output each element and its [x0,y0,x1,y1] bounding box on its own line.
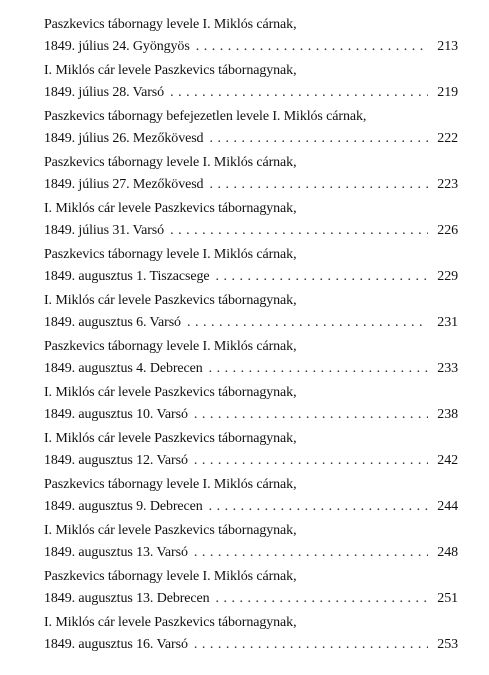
dot-leader [170,84,428,102]
toc-entry-detail [44,268,458,286]
toc-entry[interactable] [44,246,458,292]
toc-entry[interactable] [44,108,458,154]
toc-entry-title: I. Miklós cár levele Paszkevics tábornagynak, [44,63,297,78]
toc-entry-page-number: 229 [437,269,458,284]
dot-leader [209,130,428,148]
toc-entry-detail [44,38,458,56]
dot-leader [209,176,428,194]
toc-entry[interactable] [44,62,458,108]
toc-entry-page-number: 253 [437,637,458,652]
toc-entry[interactable] [44,522,458,568]
toc-entry-title: I. Miklós cár levele Paszkevics tábornagynak, [44,615,297,630]
toc-entry-date-place: 1849. augusztus 13. Debrecen [44,591,210,606]
toc-entry[interactable] [44,568,458,614]
toc-entry-page-number: 213 [437,39,458,54]
dot-leader [209,360,428,378]
toc-entry[interactable] [44,430,458,476]
toc-entry-detail [44,176,458,194]
toc-entry[interactable] [44,154,458,200]
toc-entry[interactable] [44,338,458,384]
toc-entry-title: Paszkevics tábornagy befejezetlen levele I. Miklós cárnak, [44,109,367,124]
toc-entry-detail [44,590,458,608]
toc-entry-detail [44,130,458,148]
toc-entry-page-number: 226 [437,223,458,238]
dot-leader [194,636,428,654]
toc-entry-date-place: 1849. július 26. Mezőkövesd [44,131,204,146]
toc-entry-date-place: 1849. augusztus 16. Varsó [44,637,188,652]
toc-entry-title: Paszkevics tábornagy levele I. Miklós cárnak, [44,339,297,354]
toc-entry-page-number: 219 [437,85,458,100]
toc-entry-detail [44,360,458,378]
toc-entry[interactable] [44,614,458,660]
toc-entry-title: I. Miklós cár levele Paszkevics tábornagynak, [44,385,297,400]
toc-entry-date-place: 1849. július 31. Varsó [44,223,165,238]
toc-entry-title: I. Miklós cár levele Paszkevics tábornagynak, [44,293,297,308]
dot-leader [196,38,428,56]
dot-leader [215,268,428,286]
toc-entry-date-place: 1849. augusztus 10. Varsó [44,407,188,422]
dot-leader [194,544,428,562]
toc-entry[interactable] [44,384,458,430]
toc-entry-date-place: 1849. július 27. Mezőkövesd [44,177,204,192]
toc-entry-date-place: 1849. augusztus 12. Varsó [44,453,188,468]
toc-entry-detail [44,636,458,654]
toc-entry-page-number: 222 [437,131,458,146]
toc-entry-detail [44,314,458,332]
toc-entry-detail [44,452,458,470]
toc-entry-title: I. Miklós cár levele Paszkevics tábornagynak, [44,201,297,216]
toc-entry-date-place: 1849. augusztus 4. Debrecen [44,361,203,376]
toc-entry-detail [44,84,458,102]
dot-leader [187,314,428,332]
toc-entry[interactable] [44,200,458,246]
dot-leader [194,406,428,424]
toc-entry-detail [44,406,458,424]
toc-entry-page-number: 223 [437,177,458,192]
toc-entry-page-number: 231 [437,315,458,330]
toc-entry-page-number: 238 [437,407,458,422]
toc-entry-detail [44,222,458,240]
toc-entry[interactable] [44,292,458,338]
toc-entry-page-number: 248 [437,545,458,560]
toc-entry-page-number: 242 [437,453,458,468]
toc-entry-date-place: 1849. augusztus 6. Varsó [44,315,181,330]
toc-entry-page-number: 233 [437,361,458,376]
toc-entry-date-place: 1849. július 28. Varsó [44,85,165,100]
toc-entry-title: Paszkevics tábornagy levele I. Miklós cárnak, [44,569,297,584]
toc-entry[interactable] [44,476,458,522]
toc-entry-detail [44,498,458,516]
dot-leader [209,498,428,516]
toc-entry-date-place: 1849. augusztus 1. Tiszacsege [44,269,210,284]
toc-entry-title: Paszkevics tábornagy levele I. Miklós cárnak, [44,247,297,262]
toc-entry-detail [44,544,458,562]
toc-entry-page-number: 244 [437,499,458,514]
toc-entry-title: Paszkevics tábornagy levele I. Miklós cárnak, [44,17,297,32]
table-of-contents [44,16,458,660]
toc-entry-date-place: 1849. július 24. Gyöngyös [44,39,190,54]
dot-leader [194,452,428,470]
dot-leader [216,590,428,608]
toc-entry-page-number: 251 [437,591,458,606]
toc-entry-title: Paszkevics tábornagy levele I. Miklós cárnak, [44,155,297,170]
toc-entry-date-place: 1849. augusztus 9. Debrecen [44,499,203,514]
toc-entry-title: I. Miklós cár levele Paszkevics tábornagynak, [44,523,297,538]
toc-entry-title: I. Miklós cár levele Paszkevics tábornagynak, [44,431,297,446]
toc-entry[interactable] [44,16,458,62]
dot-leader [170,222,428,240]
toc-entry-date-place: 1849. augusztus 13. Varsó [44,545,188,560]
toc-entry-title: Paszkevics tábornagy levele I. Miklós cárnak, [44,477,297,492]
